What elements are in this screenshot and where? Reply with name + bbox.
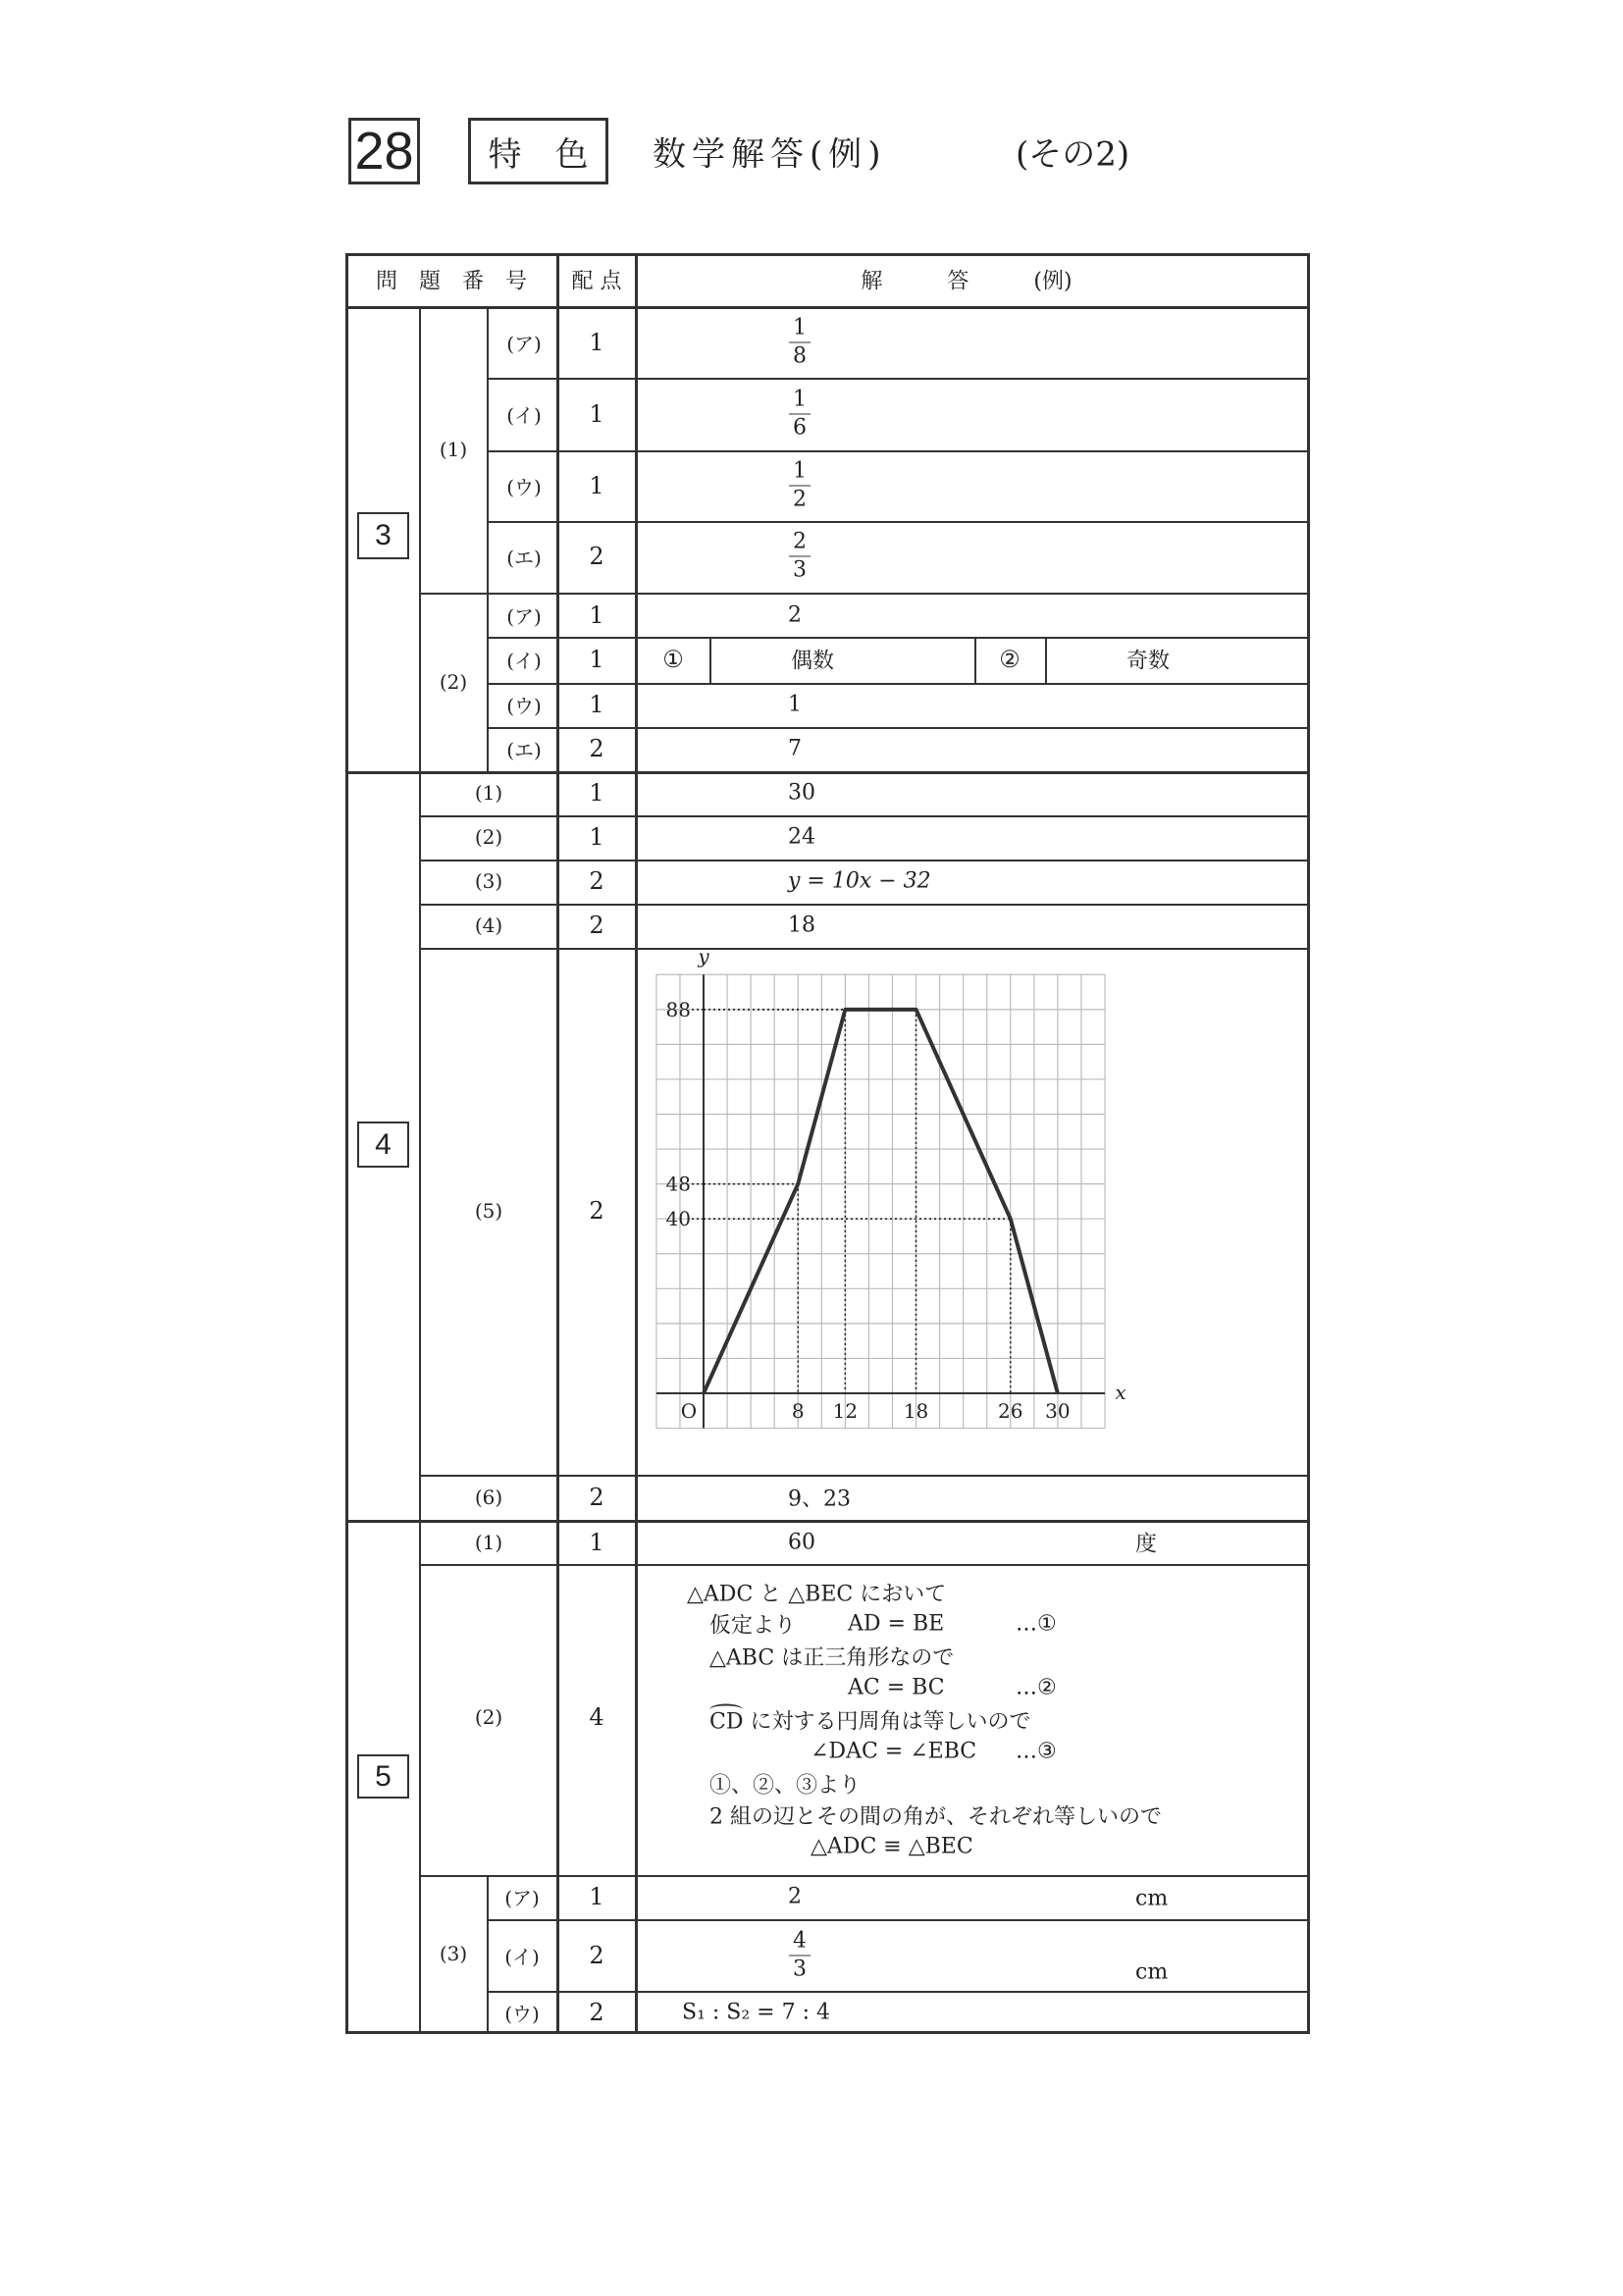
section-4-label: 4 <box>357 1122 409 1168</box>
sub-label: (ア) <box>506 332 542 356</box>
answer: 30 <box>788 780 815 806</box>
answer: 2 <box>788 602 802 628</box>
question-label: (2) <box>474 825 503 849</box>
answer: 60 <box>788 1530 815 1555</box>
page-subtitle: (その2) <box>1016 134 1130 175</box>
points: 1 <box>589 1529 604 1556</box>
unit: cm <box>1135 1959 1169 1985</box>
points: 1 <box>589 472 604 499</box>
points: 1 <box>589 329 604 356</box>
question-label: (4) <box>474 913 503 937</box>
points: 1 <box>589 823 604 851</box>
points: 2 <box>589 1197 604 1225</box>
answer: y = 10x − 32 <box>788 868 931 894</box>
proof-line: △ADC と △BEC において <box>687 1582 947 1607</box>
proof-ref: …② <box>1016 1675 1057 1700</box>
sub-label: (ア) <box>504 1886 540 1910</box>
numerator: 2 <box>793 529 807 554</box>
proof-ref: …③ <box>1016 1739 1057 1764</box>
unit: cm <box>1135 1886 1169 1911</box>
answer: 24 <box>788 824 815 850</box>
x-tick-label: 12 <box>832 1399 859 1423</box>
proof-line: △ABC は正三角形なので <box>709 1645 955 1671</box>
sub-label: (ウ) <box>506 475 542 499</box>
points: 1 <box>589 779 604 807</box>
denominator: 6 <box>793 415 807 441</box>
header-points: 配 点 <box>571 269 622 294</box>
x-tick-label: 8 <box>791 1399 805 1423</box>
points: 1 <box>589 400 604 428</box>
proof-line: 仮定より <box>709 1613 797 1639</box>
circled-1: ① <box>662 646 684 673</box>
points: 2 <box>589 735 604 762</box>
sub-label: (エ) <box>506 738 542 762</box>
category-label: 特 色 <box>488 134 589 175</box>
header-answer: 解 答 (例) <box>861 269 1073 294</box>
proof-line: ①、②、③より <box>709 1773 862 1799</box>
question-label: (2) <box>474 1705 503 1729</box>
question-label: (1) <box>474 1531 503 1554</box>
answer: 2 <box>788 1884 802 1909</box>
proof-expr: △ADC ≡ △BEC <box>811 1834 973 1859</box>
points: 2 <box>589 1999 604 2026</box>
page-title: 数学解答(例) <box>653 134 887 175</box>
answer: 偶数 <box>790 649 835 674</box>
points: 2 <box>589 1942 604 1969</box>
header-question-no: 問 題 番 号 <box>375 269 528 294</box>
proof-expr: AC = BC <box>848 1675 945 1700</box>
question-label: (2) <box>439 670 468 694</box>
origin-label: O <box>680 1399 698 1423</box>
proof-ref: …① <box>1016 1611 1057 1637</box>
question-label: (3) <box>474 869 503 893</box>
question-label: (3) <box>439 1942 468 1965</box>
y-axis-label: y <box>698 944 709 968</box>
points: 2 <box>589 1484 604 1511</box>
answer: 1 <box>788 692 802 717</box>
question-label: (1) <box>439 438 468 461</box>
denominator: 2 <box>793 487 807 512</box>
page-number: 28 <box>354 122 414 181</box>
points: 1 <box>589 691 604 718</box>
sub-label: (ウ) <box>506 694 542 718</box>
y-tick-label: 48 <box>665 1172 691 1196</box>
circled-2: ② <box>999 646 1021 673</box>
numerator: 4 <box>793 1928 807 1954</box>
numerator: 1 <box>793 387 807 412</box>
answer: 18 <box>788 913 815 938</box>
points: 1 <box>589 1883 604 1910</box>
question-label: (5) <box>474 1199 503 1223</box>
proof-line: 2 組の辺とその間の角が、それぞれ等しいので <box>709 1804 1162 1830</box>
question-label: (6) <box>474 1486 503 1509</box>
answer: 奇数 <box>1126 649 1171 674</box>
sub-label: (エ) <box>506 546 542 570</box>
answer: S₁ : S₂ = 7 : 4 <box>682 2000 830 2025</box>
x-axis-label: x <box>1115 1381 1126 1404</box>
sub-label: (イ) <box>506 649 542 673</box>
arc-cd: CD <box>709 1709 744 1735</box>
denominator: 3 <box>793 557 807 583</box>
numerator: 1 <box>793 458 807 484</box>
data-series-line <box>704 1010 1058 1393</box>
y-tick-label: 88 <box>665 997 691 1021</box>
sub-label: (イ) <box>504 1945 540 1969</box>
proof-text: に対する円周角は等しいので <box>750 1709 1031 1735</box>
sub-label: (ウ) <box>504 2002 540 2026</box>
x-tick-label: 30 <box>1045 1399 1071 1423</box>
points: 1 <box>589 646 604 673</box>
x-tick-label: 18 <box>903 1399 929 1423</box>
question-label: (1) <box>474 781 503 805</box>
points: 2 <box>589 543 604 570</box>
y-tick-label: 40 <box>665 1207 691 1231</box>
denominator: 8 <box>793 343 807 369</box>
answer: 9、23 <box>788 1487 851 1512</box>
proof-expr: ∠DAC = ∠EBC <box>811 1739 977 1764</box>
numerator: 1 <box>793 315 807 340</box>
sub-label: (ア) <box>506 604 542 629</box>
points: 2 <box>589 867 604 895</box>
proof-expr: AD = BE <box>848 1611 945 1637</box>
section-3-label: 3 <box>357 512 409 559</box>
points: 1 <box>589 601 604 629</box>
denominator: 3 <box>793 1957 807 1982</box>
unit: 度 <box>1135 1532 1158 1557</box>
fraction-answer <box>789 1929 811 1983</box>
section-5-label: 5 <box>357 1754 409 1799</box>
sub-label: (イ) <box>506 403 542 428</box>
answer: 7 <box>788 736 802 761</box>
points: 2 <box>589 912 604 939</box>
proof-line <box>709 1705 1031 1736</box>
x-tick-label: 26 <box>998 1399 1023 1423</box>
points: 4 <box>589 1703 604 1731</box>
